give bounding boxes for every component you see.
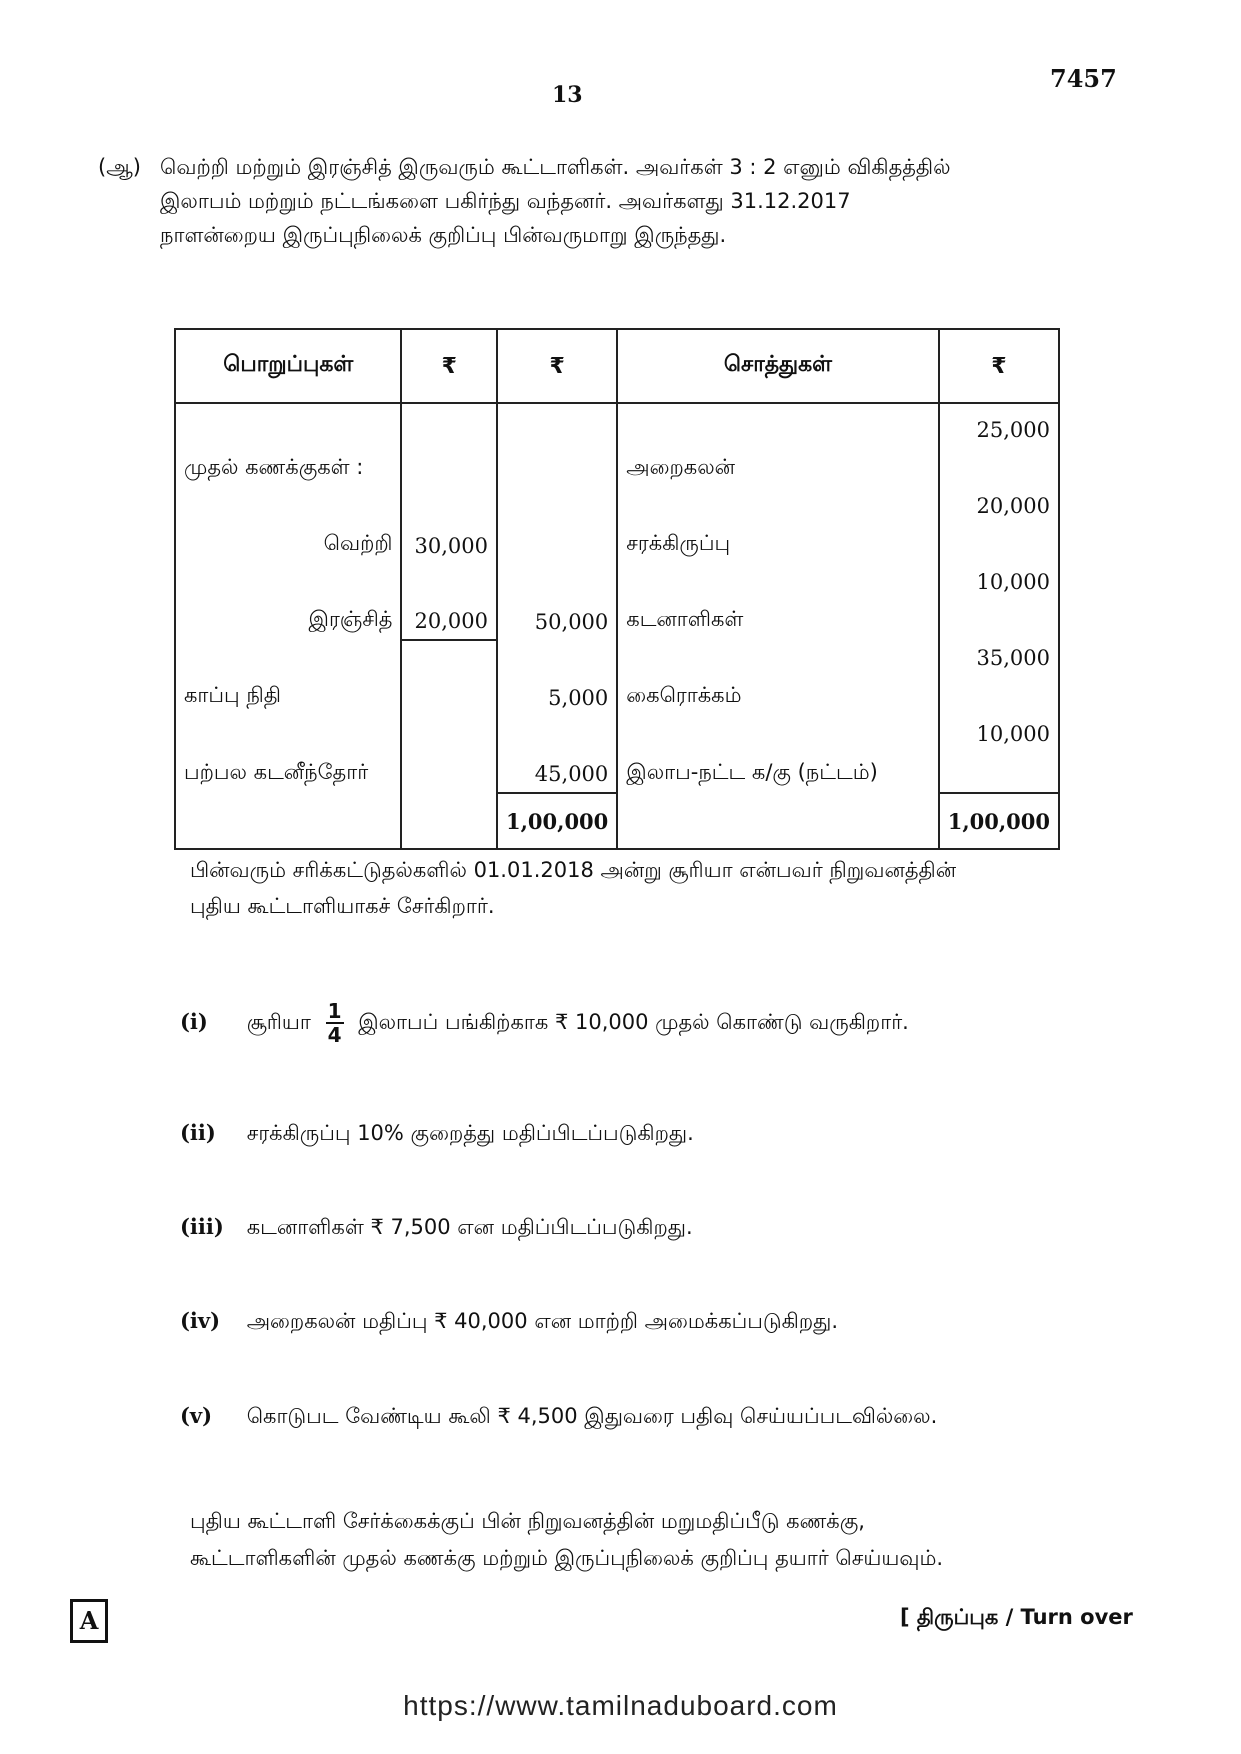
reserve-amount: 5,000 <box>497 640 617 716</box>
adjustment-text: சூரியா <box>246 1010 311 1034</box>
adjustment-number: (iv) <box>180 1308 221 1333</box>
asset-amount-pl: 10,000 <box>939 716 1059 793</box>
ranjith-label: இரஞ்சித் <box>175 564 401 640</box>
creditors-label: பற்பல கடனீந்தோர் <box>175 716 401 793</box>
fraction-denominator: 4 <box>327 1023 342 1047</box>
reserve-label: காப்பு நிதி <box>175 640 401 716</box>
adjustment-text: சரக்கிருப்பு 10% குறைத்து மதிப்பிடப்படுகிறது. <box>246 1121 694 1145</box>
table-row <box>175 564 1059 640</box>
paper-code: 7457 <box>1050 64 1117 93</box>
asset-label-furniture: அறைகலன் <box>617 403 938 488</box>
asset-label-stock: சரக்கிருப்பு <box>617 488 938 564</box>
table-row <box>175 488 1059 564</box>
fraction <box>326 1000 344 1046</box>
adjustment-text: கொடுபட வேண்டிய கூலி ₹ 4,500 இதுவரை பதிவு செய்யப்படவில்லை. <box>246 1404 938 1428</box>
adjustment-i <box>180 1000 909 1046</box>
asset-amount-debtors: 10,000 <box>939 564 1059 640</box>
closing-line-1: புதிய கூட்டாளி சேர்க்கைக்குப் பின் நிறுவனத்தின் மறுமதிப்பீடு கணக்கு, <box>190 1509 865 1533</box>
adjustment-iv <box>180 1308 838 1336</box>
balance-sheet-table <box>174 328 1060 850</box>
adjustment-number: (v) <box>180 1403 213 1428</box>
adjustment-text: இலாபப் பங்கிற்காக ₹ 10,000 முதல் கொண்டு வருகிறார். <box>358 1010 909 1034</box>
table-row <box>175 403 1059 488</box>
asset-amount-furniture: 25,000 <box>939 403 1059 488</box>
version-box: A <box>70 1599 108 1643</box>
closing-line-2: கூட்டாளிகளின் முதல் கணக்கு மற்றும் இருப்புநிலைக் குறிப்பு தயார் செய்யவும். <box>190 1546 944 1570</box>
liabilities-header: பொறுப்புகள் <box>175 329 401 403</box>
intro-line-2: புதிய கூட்டாளியாகச் சேர்கிறார். <box>190 894 495 918</box>
adjustment-text: அறைகலன் மதிப்பு ₹ 40,000 என மாற்றி அமைக்கப்படுகிறது. <box>246 1309 839 1333</box>
assets-header: சொத்துகள் <box>617 329 938 403</box>
question-label: (ஆ) <box>98 155 141 179</box>
adjustment-number: (ii) <box>180 1120 216 1145</box>
question-line-2: இலாபம் மற்றும் நட்டங்களை பகிர்ந்து வந்தனர். அவர்களது 31.12.2017 <box>160 189 851 213</box>
table-header-row <box>175 329 1059 403</box>
capital-total: 50,000 <box>497 564 617 640</box>
assets-total: 1,00,000 <box>939 793 1059 849</box>
liabilities-total: 1,00,000 <box>497 793 617 849</box>
adjustment-ii <box>180 1120 694 1148</box>
vetri-capital: 30,000 <box>401 488 497 564</box>
asset-amount-cash: 35,000 <box>939 640 1059 716</box>
adjustment-text: கடனாளிகள் ₹ 7,500 என மதிப்பிடப்படுகிறது. <box>246 1215 693 1239</box>
adjustment-number: (i) <box>180 1009 208 1034</box>
intro-line-1: பின்வரும் சரிக்கட்டுதல்களில் 01.01.2018 அன்று சூரியா என்பவர் நிறுவனத்தின் <box>190 858 957 882</box>
fraction-numerator: 1 <box>327 999 342 1023</box>
vetri-label: வெற்றி <box>175 488 401 564</box>
capital-accounts-label: முதல் கணக்குகள் : <box>175 403 401 488</box>
adjustment-number: (iii) <box>180 1214 224 1239</box>
rupee-header-1: ₹ <box>401 329 497 403</box>
adjustment-v <box>180 1403 937 1431</box>
adjustment-iii <box>180 1214 693 1242</box>
rupee-header-2: ₹ <box>497 329 617 403</box>
question-line-1: வெற்றி மற்றும் இரஞ்சித் இருவரும் கூட்டாளிகள். அவர்கள் 3 : 2 எனும் விகிதத்தில் <box>160 155 951 179</box>
ranjith-capital: 20,000 <box>401 564 497 640</box>
asset-amount-stock: 20,000 <box>939 488 1059 564</box>
asset-label-debtors: கடனாளிகள் <box>617 564 938 640</box>
creditors-amount: 45,000 <box>497 716 617 793</box>
question-line-3: நாளன்றைய இருப்புநிலைக் குறிப்பு பின்வருமாறு இருந்தது. <box>160 223 727 247</box>
table-row <box>175 716 1059 793</box>
table-row <box>175 640 1059 716</box>
turn-over-note: [ திருப்புக / Turn over <box>900 1605 1133 1629</box>
rupee-header-3: ₹ <box>939 329 1059 403</box>
total-row <box>175 793 1059 849</box>
asset-label-pl: இலாப-நட்ட க/கு (நட்டம்) <box>617 716 938 793</box>
source-url: https://www.tamilnaduboard.com <box>403 1690 838 1721</box>
page-number: 13 <box>552 82 583 108</box>
asset-label-cash: கைரொக்கம் <box>617 640 938 716</box>
